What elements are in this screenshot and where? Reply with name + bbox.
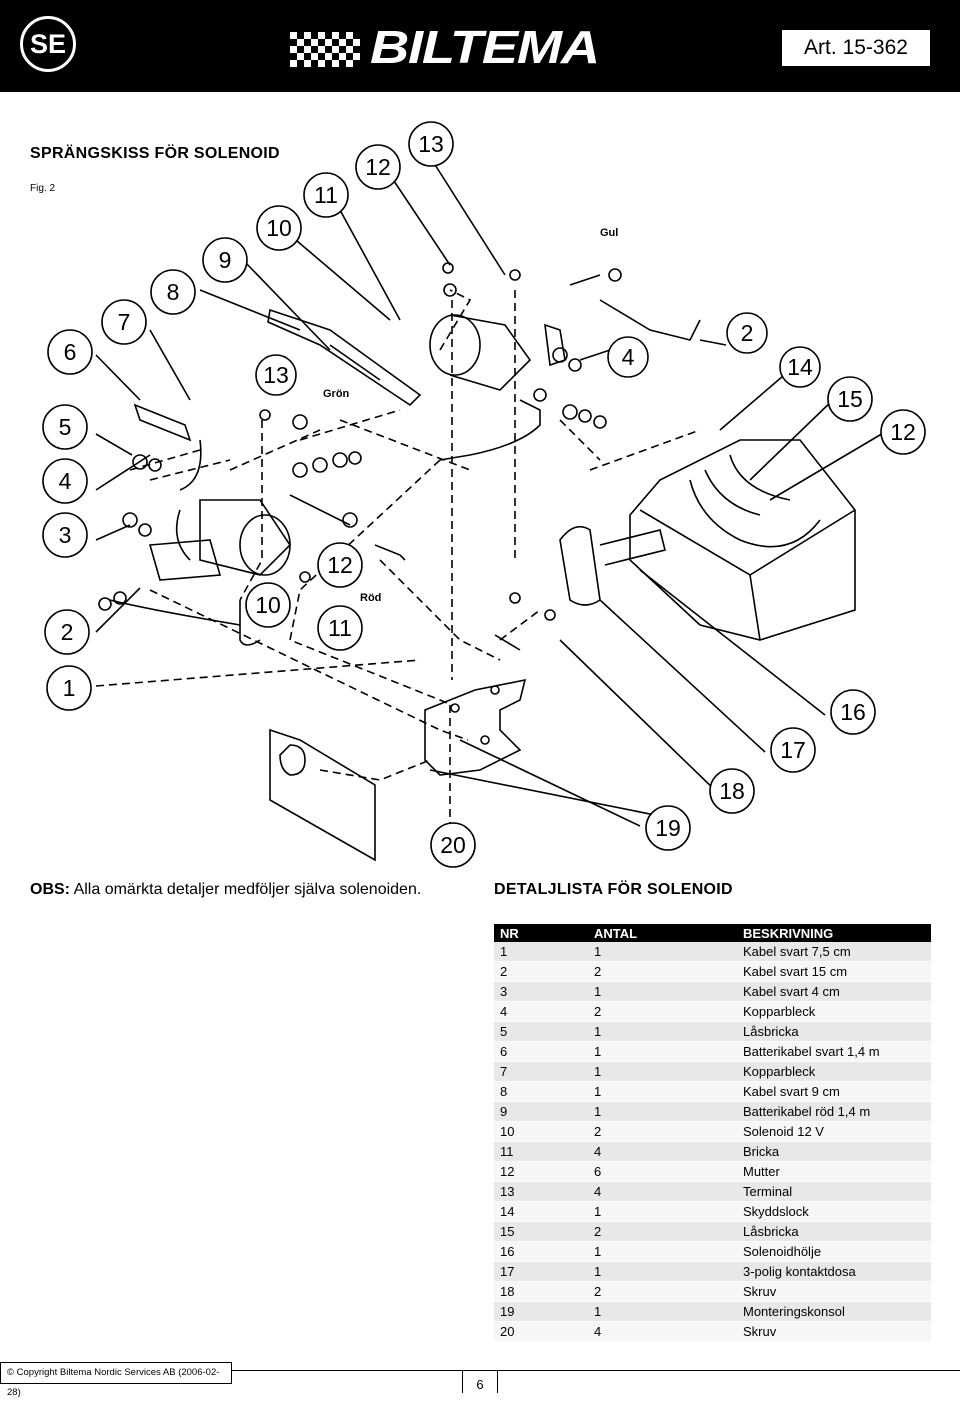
cell-nr: 4 — [494, 1002, 588, 1022]
cell-beskrivning: Terminal — [737, 1182, 931, 1202]
cell-nr: 2 — [494, 962, 588, 982]
callout-20: 20 — [440, 832, 466, 858]
table-row — [494, 1042, 931, 1062]
callout-13: 13 — [418, 131, 444, 157]
cell-beskrivning: Monteringskonsol — [737, 1302, 931, 1322]
cell-nr: 9 — [494, 1102, 588, 1122]
note-prefix: OBS: — [30, 881, 70, 898]
brand-logo — [290, 21, 670, 73]
copyright-notice: © Copyright Biltema Nordic Services AB (2006-02-28) — [0, 1362, 232, 1384]
cell-antal: 4 — [588, 1182, 737, 1202]
callout-9: 9 — [218, 247, 232, 273]
table-row — [494, 1102, 931, 1122]
note-text — [30, 881, 421, 899]
cell-antal: 1 — [588, 982, 737, 1002]
table-row — [494, 1302, 931, 1322]
header-bar — [0, 0, 960, 92]
cell-antal: 1 — [588, 1082, 737, 1102]
callout-2b: 2 — [740, 320, 754, 346]
cell-antal: 1 — [588, 1022, 737, 1042]
callout-12: 12 — [365, 154, 391, 180]
cell-antal: 4 — [588, 1142, 737, 1162]
figure-label: Fig. 2 — [30, 183, 56, 194]
callout-4: 4 — [58, 468, 72, 494]
cell-antal: 1 — [588, 1202, 737, 1222]
table-row — [494, 1062, 931, 1082]
language-badge: SE — [20, 16, 76, 72]
cell-nr: 8 — [494, 1082, 588, 1102]
header-beskrivning: BESKRIVNING — [737, 924, 931, 942]
callout-10: 10 — [266, 215, 292, 241]
cell-nr: 15 — [494, 1222, 588, 1242]
cell-beskrivning: Skruv — [737, 1282, 931, 1302]
cell-nr: 12 — [494, 1162, 588, 1182]
cell-beskrivning: Låsbricka — [737, 1222, 931, 1242]
wire-color-green: Grön — [323, 388, 350, 400]
cell-nr: 13 — [494, 1182, 588, 1202]
callout-11b: 11 — [328, 615, 352, 641]
callout-17: 17 — [780, 737, 806, 763]
table-row — [494, 1222, 931, 1242]
page-number: 6 — [462, 1370, 498, 1393]
section-title: SPRÄNGSKISS FÖR SOLENOID — [30, 145, 280, 162]
table-row — [494, 1002, 931, 1022]
cell-antal: 2 — [588, 1122, 737, 1142]
cell-antal: 1 — [588, 1242, 737, 1262]
cell-antal: 1 — [588, 1302, 737, 1322]
cell-antal: 2 — [588, 962, 737, 982]
cell-beskrivning: Låsbricka — [737, 1022, 931, 1042]
callout-8: 8 — [166, 279, 180, 305]
callout-5: 5 — [58, 414, 72, 440]
callout-18: 18 — [719, 778, 745, 804]
cell-beskrivning: Kopparbleck — [737, 1002, 931, 1022]
cell-beskrivning: Kopparbleck — [737, 1062, 931, 1082]
note-body: Alla omärkta detaljer medföljer själva solenoiden. — [70, 881, 422, 898]
callout-3: 3 — [58, 522, 72, 548]
cell-antal: 1 — [588, 1102, 737, 1122]
parts-list-title: DETALJLISTA FÖR SOLENOID — [494, 881, 733, 898]
cell-beskrivning: Solenoidhölje — [737, 1242, 931, 1262]
table-row — [494, 1022, 931, 1042]
header-nr: NR — [494, 924, 588, 942]
cell-nr: 14 — [494, 1202, 588, 1222]
cell-beskrivning: Solenoid 12 V — [737, 1122, 931, 1142]
cell-nr: 7 — [494, 1062, 588, 1082]
cell-beskrivning: Mutter — [737, 1162, 931, 1182]
table-row — [494, 1122, 931, 1142]
brand-name: BILTEMA — [370, 21, 599, 73]
cell-beskrivning: Kabel svart 4 cm — [737, 982, 931, 1002]
cell-nr: 18 — [494, 1282, 588, 1302]
cell-nr: 10 — [494, 1122, 588, 1142]
callout-2: 2 — [60, 619, 74, 645]
cell-antal: 6 — [588, 1162, 737, 1182]
cell-antal: 1 — [588, 942, 737, 962]
callout-11: 11 — [314, 182, 338, 208]
callout-1: 1 — [62, 675, 76, 701]
table-row — [494, 1162, 931, 1182]
wire-color-red: Röd — [360, 592, 382, 604]
table-row — [494, 1322, 931, 1342]
table-header-row — [494, 924, 931, 942]
parts-table — [494, 924, 931, 1342]
cell-antal: 4 — [588, 1322, 737, 1342]
cell-nr: 6 — [494, 1042, 588, 1062]
cell-nr: 16 — [494, 1242, 588, 1262]
cell-antal: 1 — [588, 1062, 737, 1082]
table-row — [494, 1182, 931, 1202]
cell-beskrivning: Kabel svart 9 cm — [737, 1082, 931, 1102]
cell-antal: 2 — [588, 1222, 737, 1242]
cell-nr: 5 — [494, 1022, 588, 1042]
exploded-view-diagram — [0, 110, 960, 880]
header-antal: ANTAL — [588, 924, 737, 942]
cell-nr: 1 — [494, 942, 588, 962]
callout-12b: 12 — [327, 552, 353, 578]
cell-nr: 11 — [494, 1142, 588, 1162]
cell-beskrivning: 3-polig kontaktdosa — [737, 1262, 931, 1282]
callout-10b: 10 — [255, 592, 281, 618]
cell-nr: 3 — [494, 982, 588, 1002]
cell-beskrivning: Kabel svart 15 cm — [737, 962, 931, 982]
callout-19: 19 — [655, 815, 681, 841]
cell-nr: 19 — [494, 1302, 588, 1322]
callout-13b: 13 — [263, 362, 289, 388]
table-row — [494, 1242, 931, 1262]
cell-beskrivning: Batterikabel röd 1,4 m — [737, 1102, 931, 1122]
checkered-flag-icon — [290, 24, 370, 70]
wire-color-yellow: Gul — [600, 227, 619, 239]
callout-16: 16 — [840, 699, 866, 725]
cell-nr: 17 — [494, 1262, 588, 1282]
callout-15: 15 — [837, 386, 863, 412]
callout-6: 6 — [63, 339, 77, 365]
callout-4b: 4 — [621, 344, 635, 370]
callout-12c: 12 — [890, 419, 916, 445]
cell-antal: 2 — [588, 1282, 737, 1302]
cell-antal: 1 — [588, 1262, 737, 1282]
table-row — [494, 1142, 931, 1162]
table-row — [494, 942, 931, 962]
article-number: Art. 15-362 — [781, 29, 931, 67]
callout-14: 14 — [787, 354, 813, 380]
cell-beskrivning: Skruv — [737, 1322, 931, 1342]
table-row — [494, 1282, 931, 1302]
cell-antal: 1 — [588, 1042, 737, 1062]
cell-beskrivning: Skyddslock — [737, 1202, 931, 1222]
callout-7: 7 — [117, 309, 131, 335]
cell-beskrivning: Bricka — [737, 1142, 931, 1162]
table-row — [494, 1202, 931, 1222]
table-row — [494, 962, 931, 982]
cell-nr: 20 — [494, 1322, 588, 1342]
cell-antal: 2 — [588, 1002, 737, 1022]
cell-beskrivning: Kabel svart 7,5 cm — [737, 942, 931, 962]
table-row — [494, 1262, 931, 1282]
table-row — [494, 982, 931, 1002]
cell-beskrivning: Batterikabel svart 1,4 m — [737, 1042, 931, 1062]
table-row — [494, 1082, 931, 1102]
